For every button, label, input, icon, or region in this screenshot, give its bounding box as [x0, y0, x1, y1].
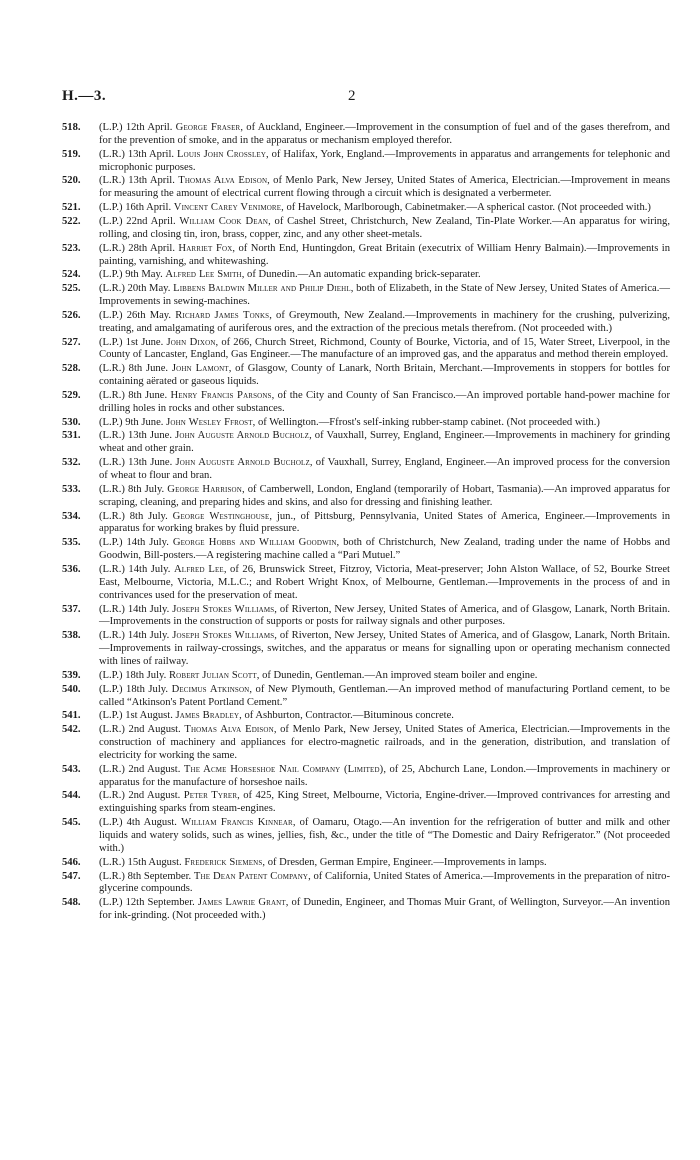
- patent-entry: [62, 337, 670, 363]
- entry-number: 529.: [62, 389, 81, 401]
- entry-description: , of California, United States of America.—Improvements in the preparation of nitro-glycerine compounds.: [99, 870, 670, 895]
- entry-date: (L.R.) 2nd August.: [99, 790, 181, 802]
- entry-applicant: George Hobbs and William Goodwin: [172, 537, 337, 549]
- entry-applicant: Vincent Carey Venimore: [173, 202, 282, 214]
- entry-applicant: George Harrison: [167, 483, 242, 495]
- entry-date: (L.P.) 14th July.: [99, 537, 169, 549]
- patent-entry: [62, 604, 670, 630]
- entry-number: 522.: [62, 215, 81, 227]
- entry-number: 538.: [62, 630, 81, 642]
- entry-number: 530.: [62, 416, 81, 428]
- page-header: [62, 88, 652, 108]
- entry-number: 527.: [62, 336, 81, 348]
- patent-entry: [62, 175, 670, 201]
- entry-date: (L.P.) 4th August.: [99, 817, 177, 829]
- entry-applicant: James Lawrie Grant: [197, 897, 286, 909]
- entry-description: , of Dresden, German Empire, Engineer.—Improvements in lamps.: [262, 856, 547, 868]
- entry-number: 537.: [62, 603, 81, 615]
- entry-applicant: John Wesley Ffrost: [166, 416, 253, 428]
- entry-applicant: Richard James Tonks: [175, 309, 270, 321]
- patent-entry: [62, 430, 670, 456]
- patent-entry: [62, 564, 670, 603]
- entry-number: 525.: [62, 283, 81, 295]
- entry-description: , of 25, Abchurch Lane, London.—Improvements in machinery or apparatus for the manufacture of horseshoe nails.: [99, 763, 671, 788]
- entry-description: , of New Plymouth, Gentleman.—An improved method of manufacturing Portland cement, to be called “Atkinson's Patent Portland Cement.”: [99, 683, 670, 708]
- entry-applicant: John Lamont: [171, 363, 229, 375]
- entry-description: , of the City and County of San Francisco.—An improved portable hand-power machine for drilling holes in rocks and other substances.: [99, 389, 671, 414]
- patent-entry: [62, 310, 670, 336]
- entry-date: (L.R.) 13th April.: [99, 148, 175, 160]
- entry-description: , of Vauxhall, Surrey, England, Engineer.—Improvements in machinery for grinding wheat and other grain.: [99, 430, 670, 455]
- entry-description: , both of Christchurch, New Zealand, trading under the name of Hobbs and Goodwin, Bill-posters.—A registering machine called a “Pari Mutuel.”: [99, 537, 670, 562]
- entry-number: 546.: [62, 856, 81, 868]
- entry-applicant: William Francis Kinnear: [181, 817, 293, 829]
- patent-entry: [62, 202, 670, 215]
- entry-date: (L.R.) 14th July.: [99, 603, 170, 615]
- entry-number: 545.: [62, 817, 81, 829]
- entry-applicant: Peter Tyrer: [183, 790, 238, 802]
- entry-applicant: William Cook Dean: [179, 215, 269, 227]
- entry-date: (L.R.) 20th May.: [99, 283, 171, 295]
- entry-number: 544.: [62, 790, 81, 802]
- entry-applicant: Louis John Crossley: [177, 148, 267, 160]
- entry-description: , of Wellington.—Ffrost's self-inking rubber-stamp cabinet. (Not proceeded with.): [252, 416, 600, 428]
- entry-applicant: George Westinghouse: [172, 510, 270, 522]
- entry-date: (L.R.) 2nd August.: [99, 763, 181, 775]
- patent-entry: [62, 857, 670, 870]
- entry-description: , of Dunedin.—An automatic expanding brick-separater.: [241, 269, 481, 281]
- entry-description: , both of Elizabeth, in the State of New Jersey, United States of America.—Improvements in sewing-machines.: [99, 283, 670, 308]
- patent-entry: [62, 724, 670, 763]
- entry-number: 531.: [62, 430, 81, 442]
- entry-description: , of Greymouth, New Zealand.—Improvements in machinery for the crushing, pulverizing, treating, and amalgamating of auriferous ores, and the extraction of the precious metals therefrom. (Not proceeded with.): [99, 309, 670, 334]
- entry-description: , of Menlo Park, New Jersey, United States of America, Electrician.—Improvement in means for measuring the amount of electrical current flowing through a circuit which is designated a verbermeter.: [99, 175, 670, 200]
- patent-entry: [62, 871, 670, 897]
- entry-description: , of Glasgow, County of Lanark, North Britain, Merchant.—Improvements in stoppers for bottles for containing aërated or gaseous liquids.: [99, 363, 670, 388]
- entry-applicant: Decimus Atkinson: [171, 683, 250, 695]
- entry-number: 547.: [62, 870, 81, 882]
- entry-description: , of Dunedin, Gentleman.—An improved steam boiler and engine.: [256, 669, 538, 681]
- entry-date: (L.P.) 1st June.: [99, 336, 164, 348]
- entry-date: (L.R.) 8th June.: [99, 389, 168, 401]
- patent-entry: [62, 484, 670, 510]
- entry-number: 523.: [62, 242, 81, 254]
- entry-description: , of Riverton, New Jersey, United States of America, and of Glasgow, Lanark, North Britain.—Improvements in railway-crossings, switches, and the apparatus or means for signalling upon or operating mechanism connected with lines of railway.: [99, 630, 670, 668]
- patent-entry: [62, 897, 670, 923]
- patent-entry-list: [62, 122, 670, 924]
- entry-applicant: Joseph Stokes Williams: [172, 630, 275, 642]
- patent-entry: [62, 243, 670, 269]
- patent-entry: [62, 122, 670, 148]
- entry-number: 524.: [62, 269, 81, 281]
- entry-date: (L.P.) 12th September.: [99, 897, 195, 909]
- entry-description: , of Vauxhall, Surrey, England, Engineer.—An improved process for the conversion of wheat to flour and bran.: [99, 457, 671, 482]
- entry-date: (L.R.) 13th April.: [99, 175, 175, 187]
- entry-date: (L.P.) 18th July.: [99, 669, 167, 681]
- entry-date: (L.R.) 14th July.: [99, 630, 170, 642]
- patent-entry: [62, 670, 670, 683]
- entry-applicant: Harriet Fox: [178, 242, 233, 254]
- entry-date: (L.P.) 22nd April.: [99, 215, 176, 227]
- entry-description: , of Dunedin, Engineer, and Thomas Muir Grant, of Wellington, Surveyor.—An invention for ink-grinding. (Not proceeded with.): [99, 897, 670, 922]
- entry-date: (L.P.) 9th June.: [99, 416, 164, 428]
- entry-number: 526.: [62, 309, 81, 321]
- entry-number: 539.: [62, 669, 81, 681]
- patent-entry: [62, 710, 670, 723]
- entry-applicant: The Acme Horseshoe Nail Company (Limited): [183, 763, 384, 775]
- patent-entry: [62, 817, 670, 856]
- entry-description: , of 425, King Street, Melbourne, Victoria, Engine-driver.—Improved contrivances for arresting and extinguishing sparks from steam-engines.: [99, 790, 670, 815]
- entry-number: 533.: [62, 483, 81, 495]
- entry-applicant: Thomas Alva Edison: [178, 175, 268, 187]
- patent-entry: [62, 417, 670, 430]
- entry-date: (L.R.) 13th June.: [99, 457, 173, 469]
- entry-applicant: John Auguste Arnold Bucholz: [175, 457, 310, 469]
- patent-entry: [62, 457, 670, 483]
- entry-applicant: George Fraser: [175, 122, 241, 133]
- entry-description: , of Ashburton, Contractor.—Bituminous concrete.: [239, 710, 454, 722]
- entry-applicant: Robert Julian Scott: [168, 669, 257, 681]
- entry-applicant: Alfred Lee: [173, 563, 224, 575]
- entry-number: 542.: [62, 724, 81, 736]
- entry-number: 534.: [62, 510, 81, 522]
- entry-date: (L.R.) 28th April.: [99, 242, 175, 254]
- entry-number: 536.: [62, 563, 81, 575]
- entry-description: , of North End, Huntingdon, Great Britain (executrix of William Henry Balmain).—Improvements in painting, varnishing, and whitewashing.: [99, 242, 670, 267]
- entry-description: , of Riverton, New Jersey, United States of America, and of Glasgow, Lanark, North Britain.—Improvements in the construction of supports or posts for railway signals and other purposes.: [99, 603, 670, 628]
- entry-date: (L.R.) 8th September.: [99, 870, 192, 882]
- entry-number: 521.: [62, 202, 81, 214]
- entry-applicant: Henry Francis Parsons: [170, 389, 272, 401]
- entry-number: 528.: [62, 363, 81, 375]
- patent-entry: [62, 630, 670, 669]
- patent-entry: [62, 216, 670, 242]
- entry-description: , of Menlo Park, New Jersey, United States of America, Electrician.—Improvements in the construction of machinery and appliances for electro-magnetic railroads, and in the generation, distribution, and translation of electricity for working the same.: [99, 724, 671, 761]
- entry-date: (L.R.) 14th July.: [99, 563, 171, 575]
- patent-entry: [62, 537, 670, 563]
- patent-entry: [62, 684, 670, 710]
- patent-entry: [62, 764, 670, 790]
- entry-date: (L.P.) 12th April.: [99, 122, 173, 133]
- page-number: 2: [348, 88, 356, 104]
- entry-date: (L.R.) 15th August.: [99, 856, 182, 868]
- entry-number: 519.: [62, 148, 81, 160]
- patent-entry: [62, 363, 670, 389]
- entry-description: , of Oamaru, Otago.—An invention for the refrigeration of butter and milk and other liquids and watery solids, such as wines, jellies, fish, &c., under the title of “The Domestic and Dairy Refrigerator.” (Not proceeded with.): [99, 817, 670, 854]
- entry-applicant: John Dixon: [166, 336, 216, 348]
- entry-description: , of 26, Brunswick Street, Fitzroy, Victoria, Meat-preserver; John Alston Wallace, of 52, Bourke Street East, Melbourne, Victoria, M.L.C.; and Robert Wright Knox, of Melbourne, Gentleman.—Improvements in the process of and in contrivances used for the preservation of meat.: [99, 563, 671, 601]
- patent-entry: [62, 283, 670, 309]
- document-reference: H.—3.: [62, 88, 107, 104]
- entry-date: (L.R.) 8th June.: [99, 363, 169, 375]
- entry-number: 548.: [62, 897, 81, 909]
- patent-entry: [62, 790, 670, 816]
- patent-entry: [62, 269, 670, 282]
- entry-applicant: Joseph Stokes Williams: [172, 603, 275, 615]
- entry-applicant: Alfred Lee Smith: [165, 269, 242, 281]
- entry-date: (L.R.) 2nd August.: [99, 724, 181, 736]
- entry-number: 520.: [62, 175, 81, 187]
- entry-date: (L.P.) 26th May.: [99, 309, 172, 321]
- entry-date: (L.P.) 16th April.: [99, 202, 172, 214]
- entry-number: 535.: [62, 537, 81, 549]
- entry-date: (L.R.) 8th July.: [99, 483, 165, 495]
- entry-description: , of Camberwell, London, England (temporarily of Hobart, Tasmania).—An improved apparatus for scraping, cleaning, and preparing hides and skins, and also for dressing and finishing leather.: [99, 483, 670, 508]
- entry-applicant: Libbens Baldwin Miller and Philip Diehl: [173, 283, 351, 295]
- entry-description: , of Havelock, Marlborough, Cabinetmaker.—A spherical castor. (Not proceeded with.): [281, 202, 651, 214]
- entry-description: , of Halifax, York, England.—Improvements in apparatus and arrangements for telephonic and microphonic purposes.: [99, 148, 670, 173]
- entry-date: (L.P.) 9th May.: [99, 269, 163, 281]
- entry-date: (L.R.) 13th June.: [99, 430, 172, 442]
- entry-applicant: Thomas Alva Edison: [184, 724, 274, 736]
- patent-entry: [62, 511, 670, 537]
- entry-number: 543.: [62, 763, 81, 775]
- entry-description: , of Auckland, Engineer.—Improvement in the consumption of fuel and of the gases therefrom, and for the prevention of smoke, and in the apparatus or mechanism employed therefor.: [99, 122, 670, 146]
- entry-date: (L.P.) 1st August.: [99, 710, 173, 722]
- entry-applicant: John Auguste Arnold Bucholz: [175, 430, 310, 442]
- entry-date: (L.P.) 18th July.: [99, 683, 169, 695]
- entry-description: , of 266, Church Street, Richmond, County of Bourke, Victoria, and of 15, Water Street, Liverpool, in the County of Lancaster, England, Gas Engineer.—The manufacture of an improved gas, and the apparatus and method therein employed.: [99, 336, 670, 361]
- entry-description: , jun., of Pittsburg, Pennsylvania, United States of America, Engineer.—Improvements in apparatus for working brakes by fluid pressure.: [99, 510, 671, 535]
- entry-description: , of Cashel Street, Christchurch, New Zealand, Tin-Plate Worker.—An apparatus for wiring, rolling, and closing tin, iron, brass, copper, zinc, and any other sheet-metals.: [99, 215, 670, 240]
- entry-number: 540.: [62, 683, 81, 695]
- entry-applicant: Frederick Siemens: [184, 856, 263, 868]
- entry-number: 541.: [62, 710, 81, 722]
- patent-entry: [62, 390, 670, 416]
- entry-applicant: The Dean Patent Company: [193, 870, 309, 882]
- patent-entry: [62, 149, 670, 175]
- entry-applicant: James Bradley: [175, 710, 240, 722]
- entry-number: 518.: [62, 122, 81, 133]
- entry-date: (L.R.) 8th July.: [99, 510, 168, 522]
- entry-number: 532.: [62, 457, 81, 469]
